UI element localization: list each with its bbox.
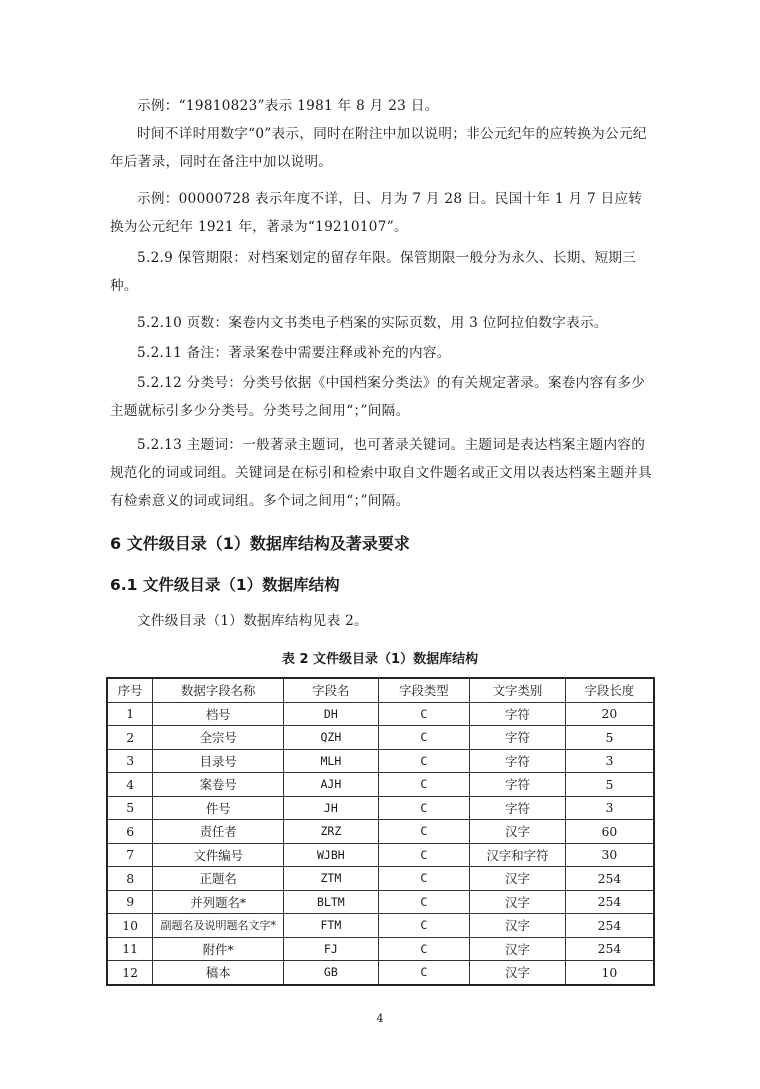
cell-field-type: C [378,937,470,961]
cell-index: 8 [107,867,153,891]
cell-field-type: C [378,796,470,820]
cell-index: 11 [107,937,153,961]
cell-char-category: 字符 [470,796,566,820]
paragraph-example-conversion: 示例：00000728 表示年度不详，日、月为 7 月 28 日。民国十年 1 月 7 日应转换为公元纪年 1921 年，著录为“19210107”。 [110,191,643,235]
cell-char-category: 字符 [470,726,566,750]
cell-field-name: ZTM [284,867,378,891]
cell-field-name: BLTM [284,890,378,914]
cell-field-title: 目录号 [153,749,284,773]
table-header-row [107,678,654,702]
header-char-category: 文字类别 [470,678,566,702]
cell-field-title: 全宗号 [153,726,284,750]
cell-char-category: 字符 [470,773,566,797]
cell-field-length: 5 [565,726,654,750]
cell-char-category: 字符 [470,749,566,773]
table-row [107,937,654,961]
cell-field-title: 副题名及说明题名文字* [153,914,284,938]
table-row [107,867,654,891]
cell-field-name: WJBH [284,843,378,867]
cell-index: 12 [107,961,153,985]
cell-field-name: DH [284,702,378,726]
cell-char-category: 汉字 [470,820,566,844]
paragraph-example-date: 示例：“19810823”表示 1981 年 8 月 23 日。 [137,98,439,114]
cell-field-type: C [378,702,470,726]
cell-field-name: FJ [284,937,378,961]
table-row [107,820,654,844]
section-heading: 6 文件级目录（1）数据库结构及著录要求 [110,534,410,553]
header-field-name: 字段名 [284,678,378,702]
cell-char-category: 汉字 [470,961,566,985]
cell-index: 10 [107,914,153,938]
cell-index: 3 [107,749,153,773]
table-row [107,702,654,726]
cell-char-category: 汉字 [470,937,566,961]
paragraph-5-2-9: 5.2.9 保管期限：对档案划定的留存年限。保管期限一般分为永久、长期、短期三种。 [110,250,637,294]
cell-field-length: 254 [565,937,654,961]
table-caption: 表 2 文件级目录（1）数据库结构 [281,652,479,667]
table-row [107,961,654,985]
cell-field-title: 正题名 [153,867,284,891]
subsection-heading: 6.1 文件级目录（1）数据库结构 [110,576,340,594]
cell-char-category: 字符 [470,702,566,726]
paragraph-5-2-12: 5.2.12 分类号：分类号依据《中国档案分类法》的有关规定著录。案卷内容有多少主题就标引多少分类号。分类号之间用“；”间隔。 [110,375,646,419]
cell-field-title: 稿本 [153,961,284,985]
header-index: 序号 [107,678,153,702]
cell-char-category: 汉字 [470,914,566,938]
cell-field-name: GB [284,961,378,985]
database-structure-table [106,677,655,986]
header-field-title: 数据字段名称 [153,678,284,702]
cell-field-type: C [378,961,470,985]
cell-field-length: 3 [565,796,654,820]
paragraph-unknown-time: 时间不详时用数字“0”表示，同时在附注中加以说明；非公元纪年的应转换为公元纪年后著录，同时在备注中加以说明。 [110,126,647,170]
cell-field-name: FTM [284,914,378,938]
cell-field-type: C [378,867,470,891]
cell-field-name: MLH [284,749,378,773]
cell-field-title: 责任者 [153,820,284,844]
paragraph-5-2-10: 5.2.10 页数：案卷内文书类电子档案的实际页数，用 3 位阿拉伯数字表示。 [137,315,608,331]
table-row [107,796,654,820]
cell-field-length: 254 [565,867,654,891]
cell-index: 2 [107,726,153,750]
cell-field-type: C [378,726,470,750]
cell-field-title: 并列题名* [153,890,284,914]
table-row [107,726,654,750]
cell-index: 7 [107,843,153,867]
cell-field-title: 文件编号 [153,843,284,867]
cell-field-title: 附件* [153,937,284,961]
cell-field-type: C [378,890,470,914]
cell-field-title: 案卷号 [153,773,284,797]
cell-field-name: AJH [284,773,378,797]
cell-field-length: 60 [565,820,654,844]
cell-field-type: C [378,749,470,773]
header-field-length: 字段长度 [565,678,654,702]
cell-index: 1 [107,702,153,726]
cell-field-name: JH [284,796,378,820]
cell-field-title: 件号 [153,796,284,820]
cell-field-length: 3 [565,749,654,773]
cell-index: 9 [107,890,153,914]
cell-field-title: 档号 [153,702,284,726]
paragraph-5-2-13: 5.2.13 主题词：一般著录主题词，也可著录关键词。主题词是表达档案主题内容的规范化的词或词组。关键词是在标引和检索中取自文件题名或正文用以表达档案主题并具有检索意义的词或词组。多个词之间用“；”间隔。 [110,437,652,509]
table-row [107,749,654,773]
table-row [107,914,654,938]
cell-index: 6 [107,820,153,844]
table-row [107,843,654,867]
paragraph-5-2-11: 5.2.11 备注：著录案卷中需要注释或补充的内容。 [137,345,451,361]
cell-char-category: 汉字 [470,867,566,891]
cell-field-length: 254 [565,914,654,938]
cell-field-length: 5 [565,773,654,797]
cell-field-length: 20 [565,702,654,726]
subsection-intro: 文件级目录（1）数据库结构见表 2。 [137,613,368,629]
cell-field-length: 10 [565,961,654,985]
cell-field-name: ZRZ [284,820,378,844]
cell-index: 4 [107,773,153,797]
table-row [107,773,654,797]
cell-field-type: C [378,773,470,797]
cell-field-type: C [378,914,470,938]
header-field-type: 字段类型 [378,678,470,702]
page-number: 4 [376,1012,384,1025]
table-row [107,890,654,914]
cell-field-type: C [378,843,470,867]
cell-field-length: 254 [565,890,654,914]
cell-char-category: 汉字和字符 [470,843,566,867]
cell-field-name: QZH [284,726,378,750]
cell-char-category: 汉字 [470,890,566,914]
cell-field-type: C [378,820,470,844]
cell-index: 5 [107,796,153,820]
cell-field-length: 30 [565,843,654,867]
